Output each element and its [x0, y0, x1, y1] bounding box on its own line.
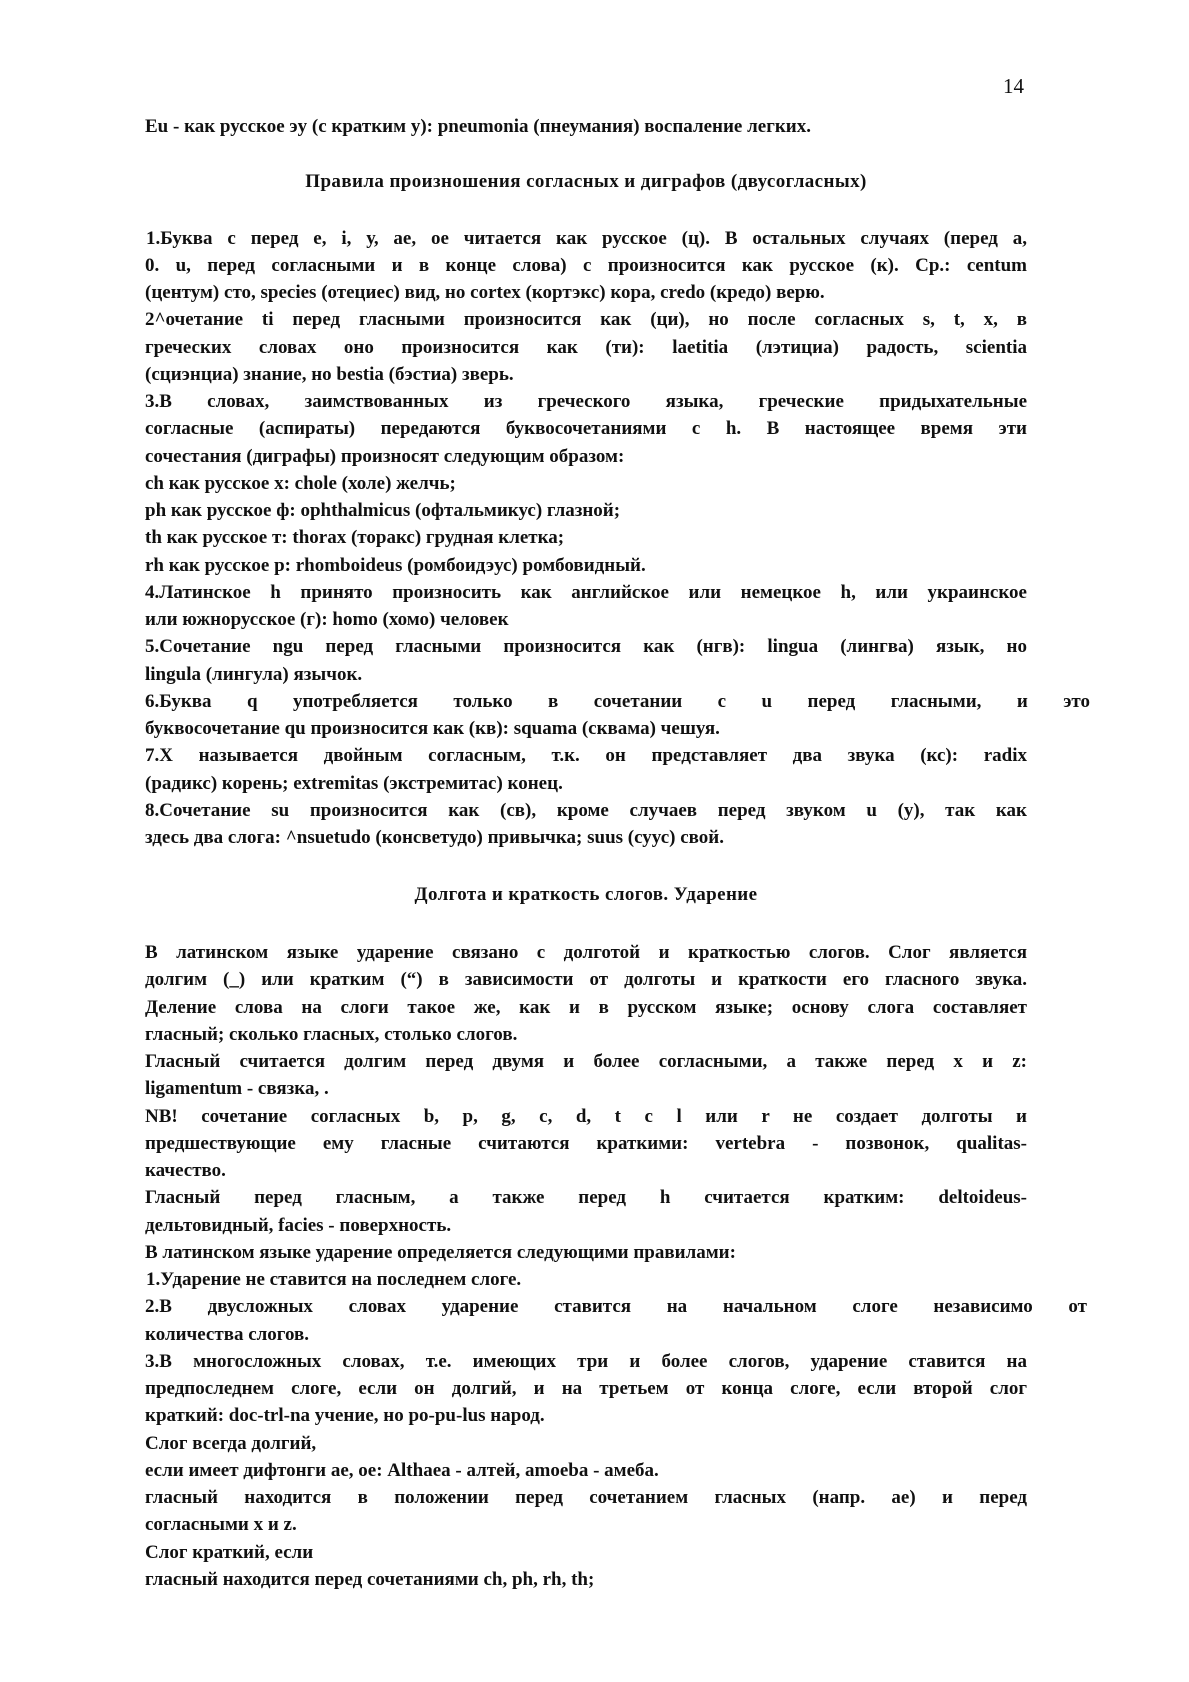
text-line: 6.Буква q употребляется только в сочетании с u перед гласными, и это: [145, 691, 1090, 712]
text-line: дельтовидный, facies - поверхность.: [145, 1215, 452, 1236]
text-line: 3.В словах, заимствованных из греческого языка, греческие придыхательные: [145, 391, 1027, 412]
text-line: 4.Латинское h принято произносить как английское или немецкое h, или украинское: [145, 582, 1027, 603]
text-line: Деление слова на слоги такое же, как и в русском языке; основу слога составляет: [145, 997, 1027, 1018]
text-line: долгим (_) или кратким (“) в зависимости от долготы и краткости его гласного звука.: [145, 969, 1027, 990]
text-line: 7.X называется двойным согласным, т.к. он представляет два звука (кс): radix: [145, 745, 1027, 766]
text-line: буквосочетание qu произносится как (кв): squama (сквама) чешуя.: [145, 718, 720, 739]
text-line: гласный находится перед сочетаниями ch, ph, rh, th;: [145, 1569, 595, 1590]
text-line: краткий: doc-trl-na учение, но po-pu-lus народ.: [145, 1405, 545, 1426]
text-line: качество.: [145, 1160, 226, 1181]
text-line: 2.В двусложных словах ударение ставится на начальном слоге независимо от: [145, 1296, 1087, 1317]
text-line: Гласный перед гласным, а также перед h считается кратким: deltoideus-: [145, 1187, 1027, 1208]
text-line: 1.Буква с перед е, i, у, ае, ое читается как русское (ц). В остальных случаях (перед а,: [146, 228, 1027, 249]
text-line: th как русское т: thorax (торакс) грудная клетка;: [145, 527, 565, 548]
text-line: Eu - как русское эу (с кратким у): pneumonia (пнеумания) воспаление легких.: [145, 116, 811, 137]
text-line: количества слогов.: [145, 1324, 309, 1345]
text-line: В латинском языке ударение определяется следующими правилами:: [145, 1242, 736, 1263]
text-line: Слог краткий, если: [145, 1542, 314, 1563]
text-line: если имеет дифтонги ае, ое: Althaea - алтей, amoeba - амеба.: [145, 1460, 659, 1481]
text-line: 2^очетание ti перед гласными произносится как (ци), но после согласных s, t, x, в: [145, 309, 1027, 330]
text-line: lingula (лингула) язычок.: [145, 664, 363, 685]
page-number: 14: [1003, 74, 1024, 98]
text-line: 8.Сочетание su произносится как (св), кроме случаев перед звуком u (у), так как: [145, 800, 1027, 821]
text-line: Гласный считается долгим перед двумя и более согласными, а также перед х и z:: [145, 1051, 1027, 1072]
text-line: предпоследнем слоге, если он долгий, и на третьем от конца слоге, если второй слог: [145, 1378, 1027, 1399]
text-line: (радикс) корень; extremitas (экстремитас) конец.: [145, 773, 563, 794]
text-line: ligamentum - связка, .: [145, 1078, 329, 1099]
text-line: ch как русское х: chole (холе) желчь;: [145, 473, 456, 494]
text-line: согласные (аспираты) передаются буквосочетаниями с h. В настоящее время эти: [145, 418, 1027, 439]
text-line: rh как русское р: rhomboideus (ромбоидэус) ромбовидный.: [145, 555, 646, 576]
text-line: ph как русское ф: ophthalmicus (офтальмикус) глазной;: [145, 500, 621, 521]
section-heading: Долгота и краткость слогов. Ударение: [414, 884, 758, 905]
text-line: 5.Сочетание ngu перед гласными произносится как (нгв): lingua (лингва) язык, но: [145, 636, 1027, 657]
section-heading: Правила произношения согласных и диграфов (двусогласных): [305, 171, 867, 192]
text-line: греческих словах оно произносится как (ти): laetitia (лэтициа) радость, scientia: [145, 337, 1027, 358]
text-line: гласный находится в положении перед сочетанием гласных (напр. ae) и перед: [145, 1487, 1027, 1508]
text-line: предшествующие ему гласные считаются краткими: vertebra - позвонок, qualitas-: [145, 1133, 1027, 1154]
text-line: согласными х и z.: [145, 1514, 297, 1535]
text-line: NB! сочетание согласных b, p, g, c, d, t c l или r не создает долготы и: [145, 1106, 1027, 1127]
text-line: 1.Ударение не ставится на последнем слоге.: [146, 1269, 522, 1290]
text-line: (центум) сто, species (отециес) вид, но cortex (кортэкс) кора, credo (кредо) верю.: [145, 282, 825, 303]
text-line: (сциэнциа) знание, но bestia (бэстиа) зверь.: [145, 364, 514, 385]
text-line: или южнорусское (г): homo (хомо) человек: [145, 609, 509, 630]
text-line: 0. u, перед согласными и в конце слова) с произносится как русское (к). Ср.: centum: [145, 255, 1027, 276]
text-line: гласный; сколько гласных, столько слогов.: [145, 1024, 518, 1045]
text-line: В латинском языке ударение связано с долготой и краткостью слогов. Слог является: [145, 942, 1027, 963]
text-line: Слог всегда долгий,: [145, 1433, 317, 1454]
text-line: сочестания (диграфы) произносят следующим образом:: [145, 446, 625, 467]
text-line: 3.В многосложных словах, т.е. имеющих три и более слогов, ударение ставится на: [145, 1351, 1027, 1372]
text-line: здесь два слога: ^nsuetudo (консветудо) привычка; suus (суус) свой.: [145, 827, 724, 848]
